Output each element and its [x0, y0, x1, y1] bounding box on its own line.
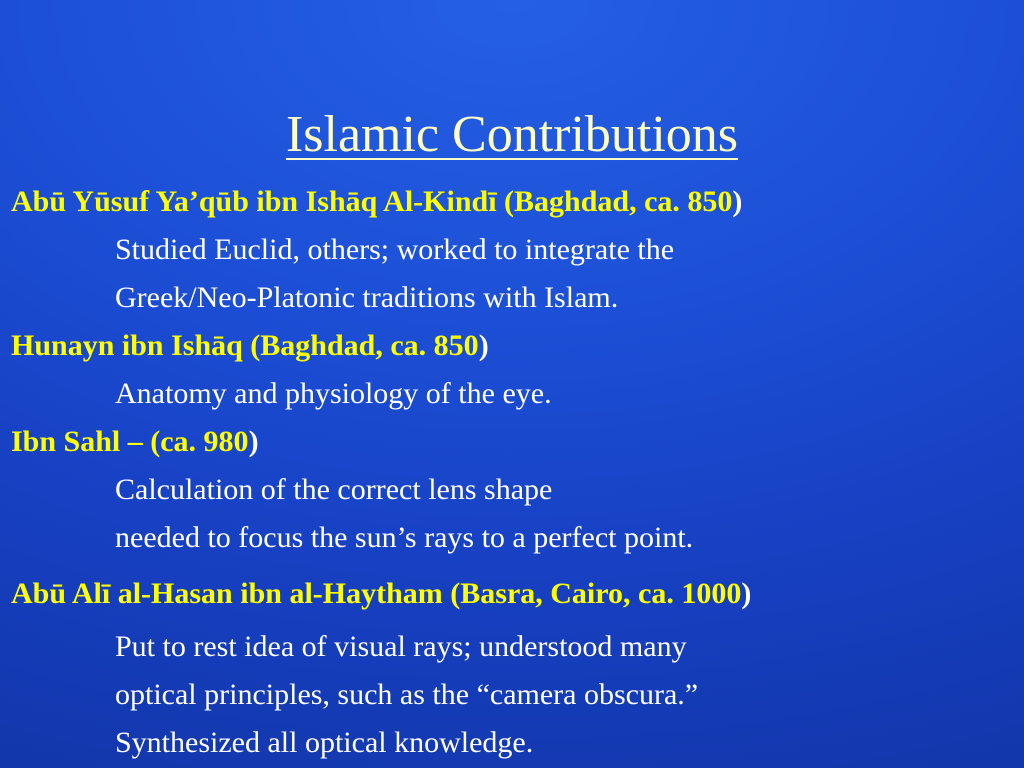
- section-body-line: optical principles, such as the “camera obscura.”: [115, 678, 699, 711]
- section-heading-close-paren: ): [741, 577, 752, 610]
- section-heading-ibn-sahl: [11, 422, 259, 462]
- section-heading-ibn-al-haytham: [11, 574, 751, 614]
- section-body-line: Anatomy and physiology of the eye.: [115, 377, 552, 410]
- section-body-line: Calculation of the correct lens shape: [115, 473, 553, 506]
- section-heading-close-paren: ): [478, 329, 489, 362]
- section-heading-al-kindi: [11, 182, 742, 222]
- section-heading-close-paren: ): [248, 425, 259, 458]
- section-heading-text: Abū Yūsuf Ya’qūb ibn Ishāq Al-Kindī (Baghdad, ca. 850: [11, 185, 733, 218]
- section-body-line: Synthesized all optical knowledge.: [115, 726, 534, 759]
- section-heading-text: Hunayn ibn Ishāq (Baghdad, ca. 850: [11, 329, 479, 362]
- section-body-line: Put to rest idea of visual rays; understood many: [115, 630, 687, 663]
- section-heading-text: Abū Alī al-Hasan ibn al-Haytham (Basra, Cairo, ca. 1000: [11, 577, 742, 610]
- slide-title-text: Islamic Contributions: [285, 106, 739, 163]
- section-heading-close-paren: ): [732, 185, 743, 218]
- slide-title: [0, 103, 1024, 167]
- section-body-line: Studied Euclid, others; worked to integrate the: [115, 233, 675, 266]
- section-body-line: needed to focus the sun’s rays to a perfect point.: [115, 521, 694, 554]
- section-heading-text: Ibn Sahl – (ca. 980: [11, 425, 249, 458]
- section-heading-hunayn: [11, 326, 489, 366]
- section-body-line: Greek/Neo-Platonic traditions with Islam.: [115, 281, 619, 314]
